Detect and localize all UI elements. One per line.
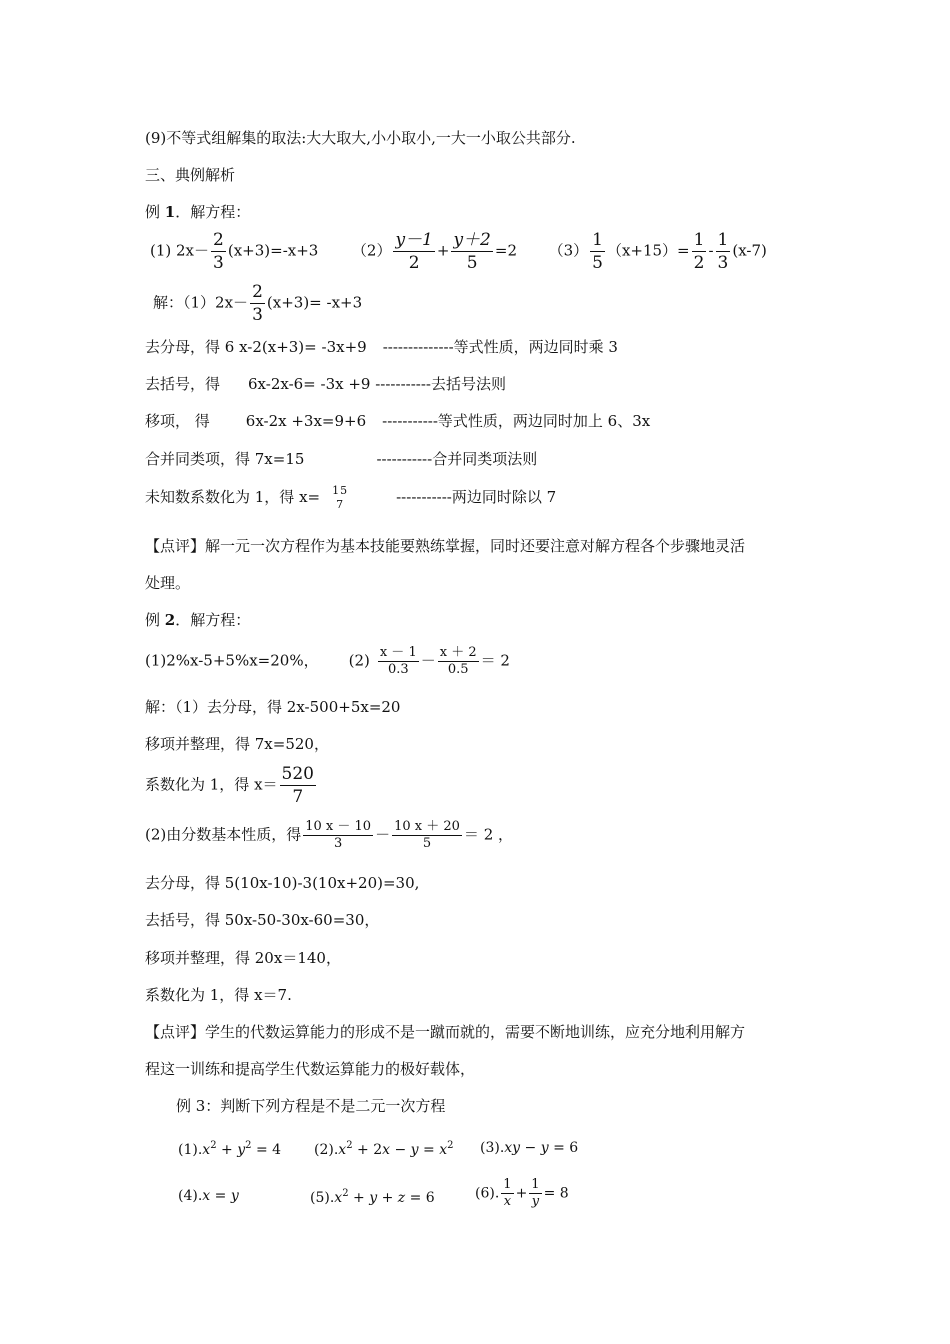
fraction-denominator: 5 [451,251,492,274]
minus-sign: - [708,241,714,260]
solution-2-4-fraction-2: $\frac{10 x + 20}{5}$ [394,819,460,851]
problem-3-fraction-1: $\frac{1}{5}$ [592,230,603,273]
fraction-numerator: y＋2 [453,230,491,250]
equation-4: (4).x = y [178,1188,239,1204]
equation-2: $(2).x^2 + 2x - y = x^2$ [314,1140,454,1158]
step-5: 未知数系数化为 1，得 x= 15 7 -----------两边同时除以 7 [145,484,557,511]
equation-6-fraction-2: $\frac{1}{y}$ [531,1177,540,1209]
problem-2-fraction-2: $\frac{x + 2}{0.5}$ [439,645,477,677]
fraction-denominator: 2 [393,251,434,274]
problem-1-left: (1) 2x－ [150,241,210,260]
fraction-numerator: 2 [213,230,224,250]
step-1: 去分母，得 6 x-2(x+3)= -3x+9 --------------等式性质，两边同时乘 3 [145,338,618,356]
comment-1-line-1: 【点评】解一元一次方程作为基本技能要熟练掌握，同时还要注意对解方程各个步骤地灵活 [145,537,746,555]
problem-1: (1)2%x-5+5%x=20%， [145,651,319,670]
fraction-numerator: y－1 [395,230,433,250]
equation-3: (3).xy − y = 6 [480,1140,579,1156]
problem-2-label: （2） [351,241,392,260]
problem-3-fraction-2: $\frac{1}{2}$ [693,230,705,273]
solution-1-fraction: $\frac{2}{3}$ [252,282,263,325]
problem-1-right: (x+3)=-x+3 [227,241,319,260]
solution-2-5: 去分母，得 5(10x-10)-3(10x+20)=30, [145,874,420,892]
section-title: 三、典例解析 [145,166,236,184]
plus-sign: + [436,241,450,260]
rule-9-text: (9)不等式组解集的取法:大大取大,小小取小,一大一小取公共部分. [145,129,576,147]
example-1-heading [145,202,250,222]
fraction-denominator: 3 [213,253,224,273]
equation-1: $(1).x^2 + y^2 = 4$ [178,1140,282,1158]
solution-2-1: 解：（1）去分母，得 2x-500+5x=20 [145,698,401,716]
solution-2-4: (2)由分数基本性质，得 $\frac{10 x - 10}{3}$ － $\frac{10 x + 20}{5}$ ＝ 2 ， [145,819,514,851]
solution-2-3-fraction: $\frac{520}{7}$ [281,764,314,807]
equation-6: (6). $\frac{1}{x}$ + $\frac{1}{y}$ = 8 [475,1177,569,1209]
comment-2-line-1: 【点评】学生的代数运算能力的形成不是一蹴而就的，需要不断地训练，应充分地利用解方 [145,1023,746,1041]
solution-2-3: 系数化为 1，得 x＝ $\frac{520}{7}$ [145,764,314,807]
step-4: 合并同类项，得 7x=15 -----------合并同类项法则 [145,450,538,468]
problem-1-fraction [211,229,226,274]
equation-6-fraction-1: $\frac{1}{x}$ [503,1177,512,1209]
example-1-suffix: ．解方程： [175,203,251,221]
solution-1-right: (x+3)= -x+3 [266,293,363,312]
problem-2-fraction-2 [451,229,492,274]
solution-1-line [153,281,362,326]
example-1-problems [150,229,767,274]
equation-5: $(5).x^2 + y + z = 6$ [310,1188,435,1206]
problem-3-end: (x-7) [732,241,767,260]
example-2-problems: (1)2%x-5+5%x=20%， (2) $\frac{x - 1}{0.3}$ － $\frac{x + 2}{0.5}$ ＝ 2 [145,645,510,677]
solution-2-7: 移项并整理，得 20x＝140， [145,949,341,967]
example-2-heading: 例 2．解方程： [145,611,251,629]
solution-2-8: 系数化为 1，得 x＝7. [145,986,292,1004]
solution-2-6: 去括号，得 50x-50-30x-60=30， [145,911,380,929]
problem-3-fraction-3: $\frac{1}{3}$ [717,230,729,273]
problem-3-middle: （x+15）= [606,241,690,260]
problem-2-fraction-1: $\frac{x - 1}{0.3}$ [379,645,417,677]
step-5-fraction: 15 7 [332,484,349,511]
problem-3-label: （3） [548,241,589,260]
problem-2-fraction-1 [393,229,434,274]
example-3-heading: 例 3：判断下列方程是不是二元一次方程 [176,1097,446,1115]
comment-2-line-2: 程这一训练和提高学生代数运算能力的极好载体， [145,1060,476,1078]
solution-1-left: 解：（1）2x－ [153,293,249,312]
step-2: 去括号，得 6x-2x-6= -3x +9 -----------去括号法则 [145,375,506,393]
comment-1-line-2: 处理。 [145,574,191,592]
solution-2-4-fraction-1: $\frac{10 x - 10}{3}$ [305,819,372,851]
step-3: 移项， 得 6x-2x +3x=9+6 -----------等式性质，两边同时加上 6、3x [145,412,651,430]
solution-2-2: 移项并整理，得 7x=520， [145,735,329,753]
example-1-number: 1 [164,203,176,221]
example-1-prefix: 例 [145,203,165,221]
problem-2-equals: =2 [494,241,517,260]
